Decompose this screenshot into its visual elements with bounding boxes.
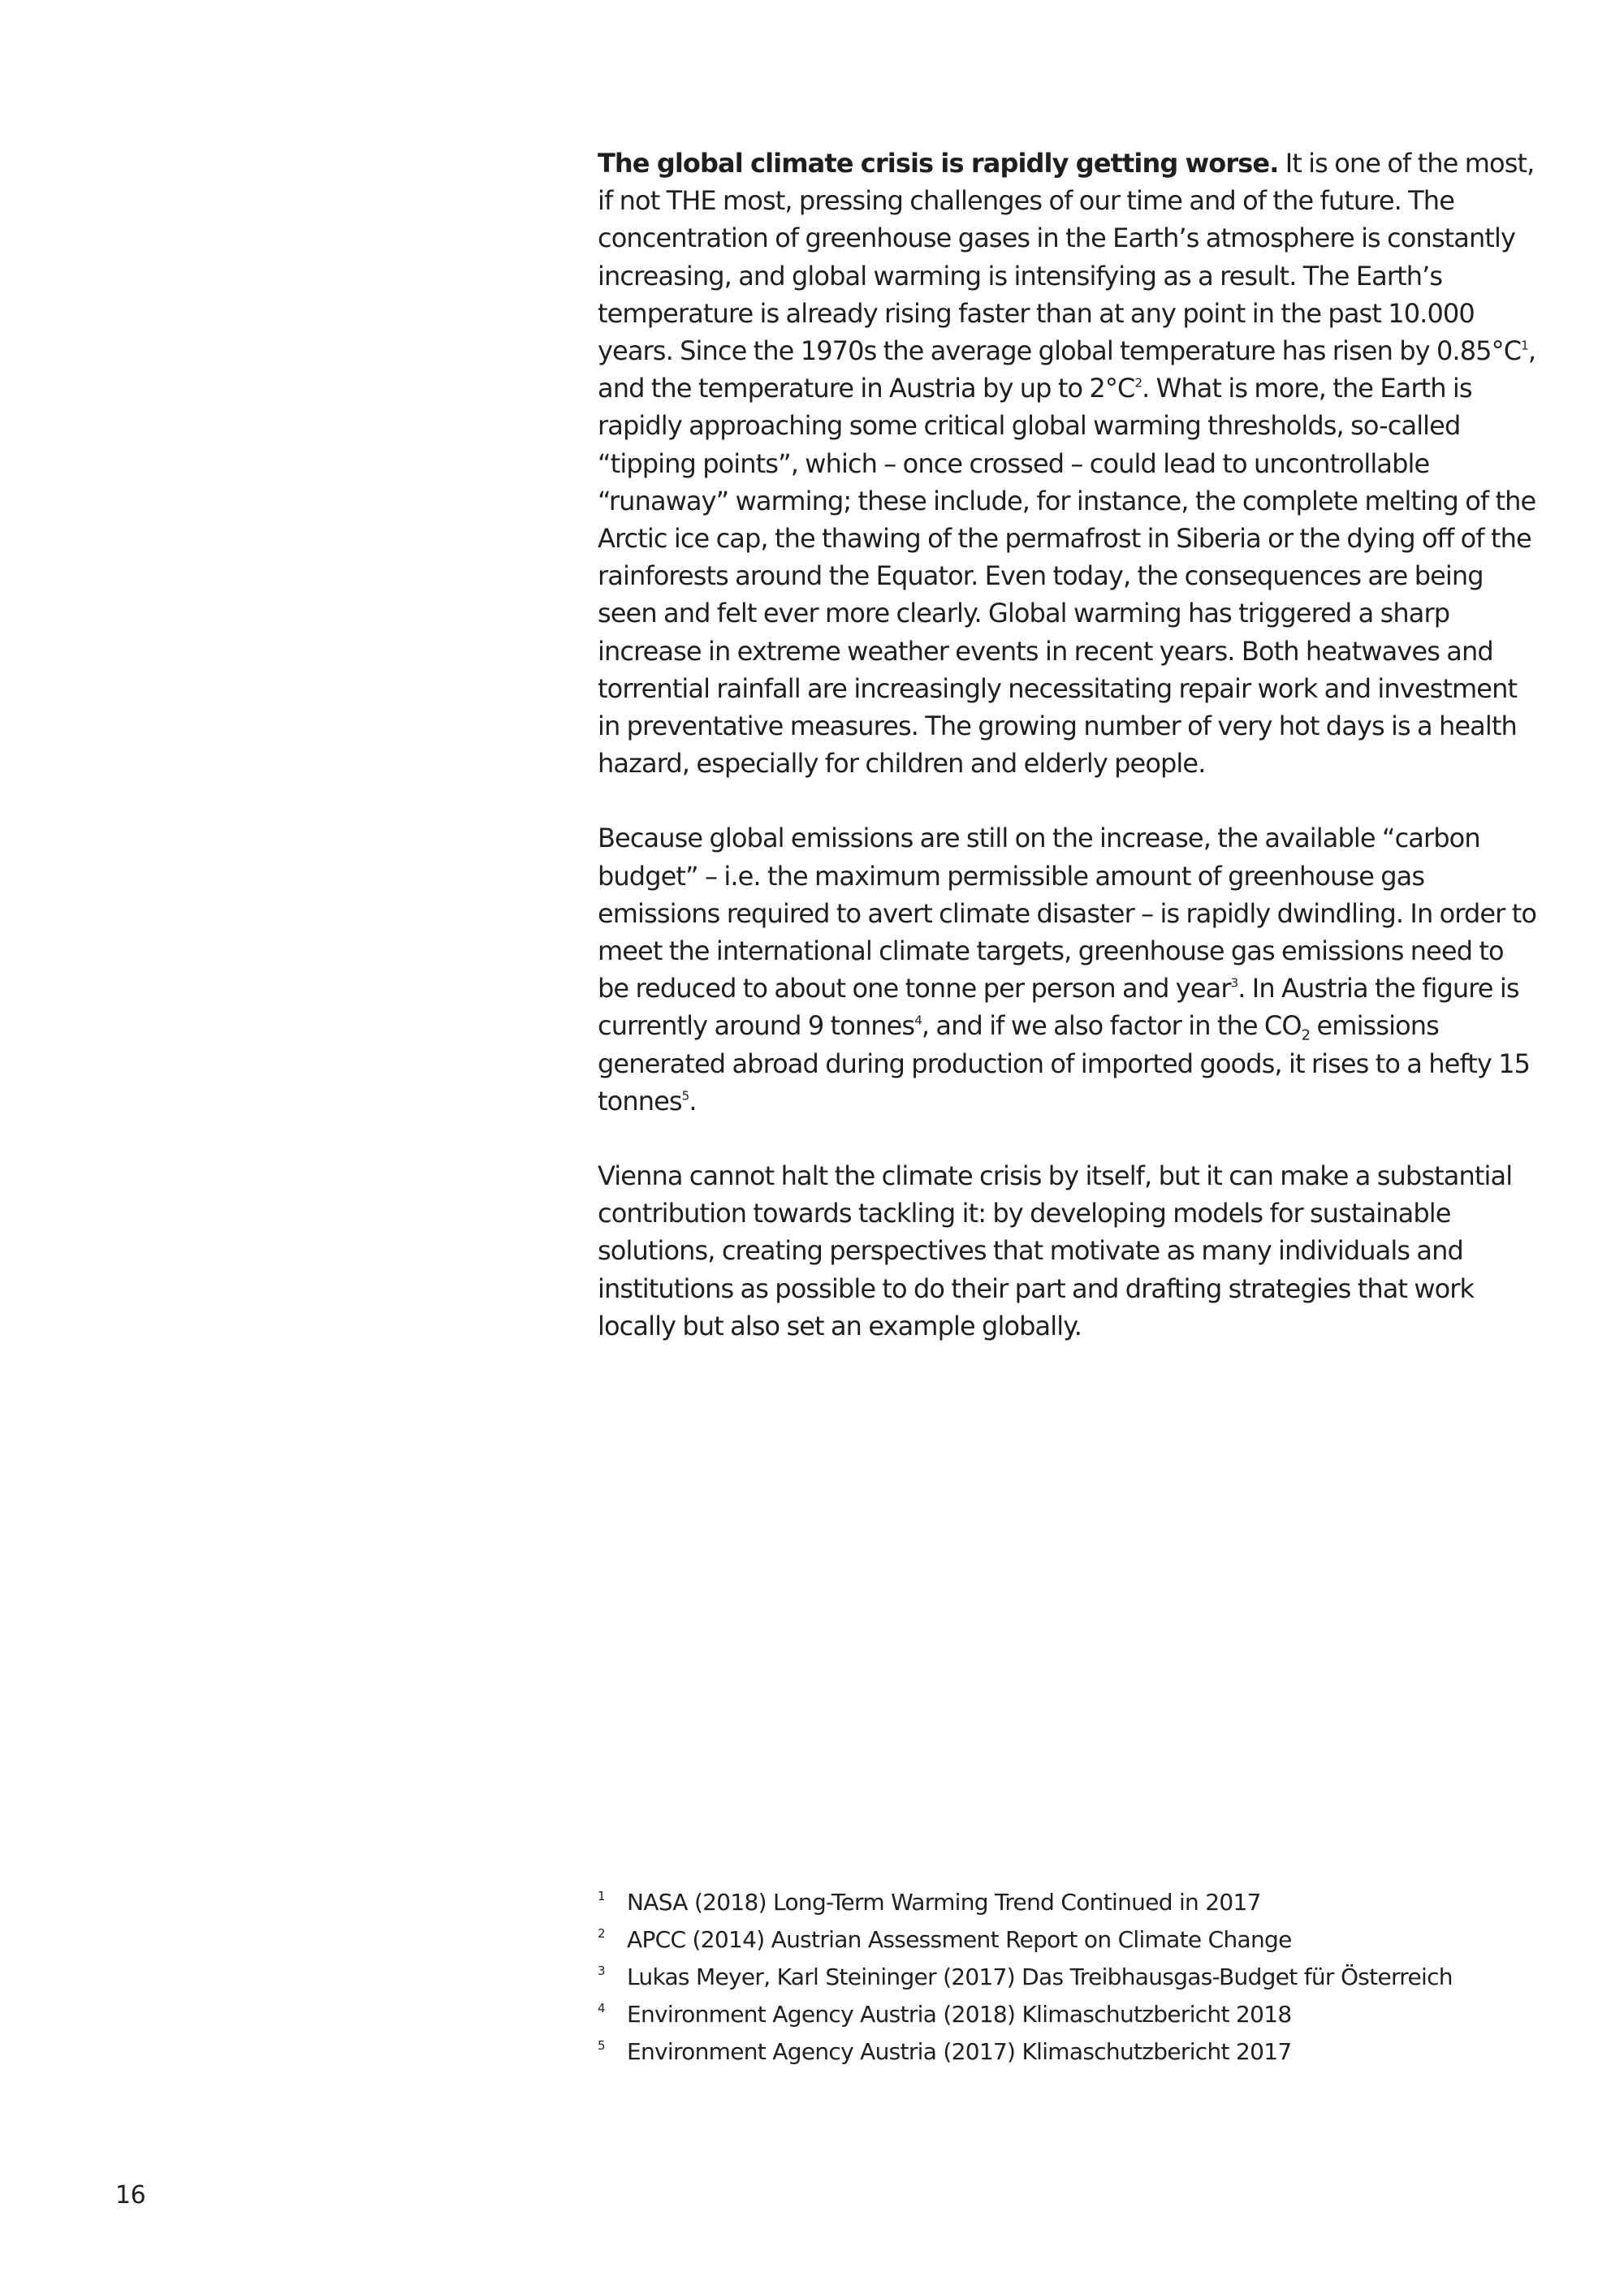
footnotes-list (598, 1884, 1572, 2071)
paragraph-text: . In Austria the figure is currently around 9 tonnes (598, 973, 1519, 1042)
paragraph-text: emissions generated abroad during production of imported goods, it rises to a hefty 15 tonnes (598, 1010, 1531, 1117)
paragraph-climate-crisis (598, 145, 1540, 782)
paragraph-text: It is one of the most, if not THE most, pressing challenges of our time and of the future. The concentration of greenhouse gases in the Earth’s atmosphere is constantly increasing, and global warming is intensifying as a result. The Earth’s temperature is already rising faster than at any point in the past 10.000 years. Since the 1970s the average global temperature has risen by 0.85°C (598, 148, 1535, 367)
footnote-item (598, 1921, 1572, 1959)
footnote-item (598, 1884, 1572, 1921)
co2-subscript: 2 (1301, 1026, 1311, 1044)
main-text (598, 145, 1540, 1382)
footnote-number: 5 (598, 2038, 605, 2053)
footnote-text: NASA (2018) Long-Term Warming Trend Continued in 2017 (627, 1889, 1261, 1916)
paragraph-text: , and the temperature in Austria by up to 2°C (598, 335, 1536, 404)
paragraph-text: Because global emissions are still on the increase, the available “carbon budget” – i.e. the maximum permissible amount of greenhouse gas emissions required to avert climate disaster – is rapidly dwindling. In order to meet the international climate targets, greenhouse gas emissions need to be reduced to about one tonne per person and year (598, 823, 1537, 1004)
footnote-ref-5[interactable]: 5 (681, 1088, 689, 1104)
footnote-item (598, 1996, 1572, 2033)
footnote-ref-3[interactable]: 3 (1230, 975, 1238, 991)
footnote-text: Lukas Meyer, Karl Steininger (2017) Das Treibhausgas-Budget für Österreich (627, 1963, 1453, 1990)
footnote-ref-1[interactable]: 1 (1521, 338, 1528, 353)
paragraph-text: , and if we also factor in the CO (921, 1010, 1302, 1042)
footnote-number: 2 (598, 1926, 605, 1941)
paragraph-carbon-budget (598, 819, 1540, 1120)
lead-sentence: The global climate crisis is rapidly getting worse. (598, 148, 1279, 179)
footnote-number: 1 (598, 1889, 605, 1903)
footnote-item (598, 2033, 1572, 2071)
footnote-ref-2[interactable]: 2 (1134, 375, 1142, 391)
paragraph-text: . What is more, the Earth is rapidly approaching some critical global warming thresholds, so-called “tipping points”, which – once crossed – could lead to uncontrollable “runaway” warming; these include, for instance, the complete melting of the Arctic ice cap, the thawing of the permafrost in Siberia or the dying off of the rainforests around the Equator. Even today, the consequences are being seen and felt ever more clearly. Global warming has triggered a sharp increase in extreme weather events in recent years. Both heatwaves and torrential rainfall are increasingly necessitating repair work and investment in preventative measures. The growing number of very hot days is a health hazard, especially for children and elderly people. (598, 373, 1536, 780)
footnote-number: 4 (598, 2001, 605, 2015)
paragraph-vienna: Vienna cannot halt the climate crisis by itself, but it can make a substantial contribution towards tackling it: by developing models for sustainable solutions, creating perspectives that motivate as many individuals and institutions as possible to do their part and drafting strategies that work locally but also set an example globally. (598, 1160, 1513, 1341)
footnote-item (598, 1959, 1572, 1996)
footnote-number: 3 (598, 1963, 605, 1978)
footnote-text: APCC (2014) Austrian Assessment Report on Climate Change (627, 1926, 1292, 1953)
footnote-ref-4[interactable]: 4 (914, 1013, 922, 1028)
page-number: 16 (115, 2181, 146, 2210)
paragraph-text: . (689, 1085, 697, 1117)
footnote-text: Environment Agency Austria (2018) Klimaschutzbericht 2018 (627, 2001, 1292, 2028)
footnote-text: Environment Agency Austria (2017) Klimaschutzbericht 2017 (627, 2038, 1292, 2065)
